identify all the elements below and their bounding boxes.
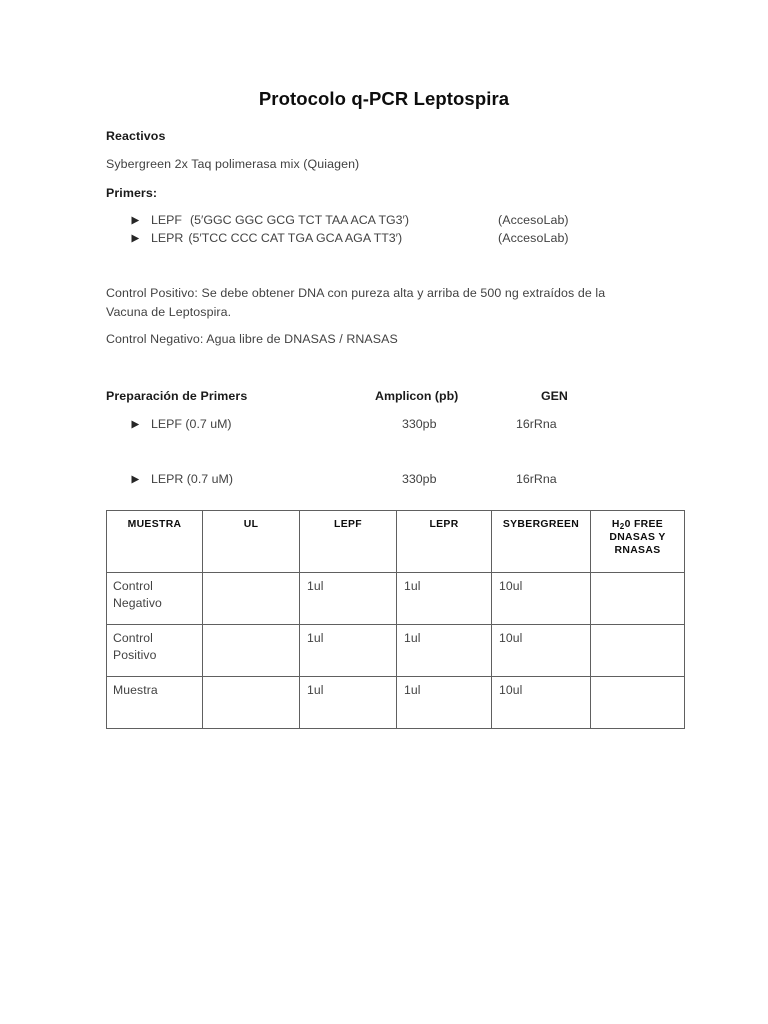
prep-row-lepf <box>131 417 232 431</box>
primer-vendor-lepf: (AccesoLab) <box>498 213 569 227</box>
cell-muestra <box>107 573 203 625</box>
cell-ul <box>203 625 300 677</box>
h2o-free-line3: RNASAS <box>614 545 661 556</box>
list-item-primer-lepr <box>131 231 402 245</box>
column-header-sybergreen: SYBERGREEN <box>492 511 591 573</box>
control-positivo-line2: Vacuna de Leptospira. <box>106 305 232 319</box>
column-header-h2o-free <box>591 511 685 573</box>
control-positivo-line1: Control Positivo: Se debe obtener DNA con pureza alta y arriba de 500 ng extraídos de la <box>106 286 606 300</box>
column-header-amplicon: Amplicon (pb) <box>375 389 459 403</box>
primer-sequence-lepr: (5′TCC CCC CAT TGA GCA AGA TT3′) <box>188 231 403 245</box>
cell-sybergreen: 10ul <box>492 677 591 729</box>
cell-lepr: 1ul <box>397 625 492 677</box>
cell-muestra-line2: Positivo <box>113 648 157 662</box>
cell-sybergreen: 10ul <box>492 625 591 677</box>
cell-muestra <box>107 677 203 729</box>
h2o-free-line2: DNASAS Y <box>609 532 666 543</box>
column-header-gen: GEN <box>541 389 568 403</box>
cell-ul <box>203 677 300 729</box>
primer-vendor-lepr: (AccesoLab) <box>498 231 569 245</box>
table-header <box>107 511 685 573</box>
section-heading-preparacion: Preparación de Primers <box>106 389 248 403</box>
prep-gen-lepf: 16rRna <box>516 417 557 431</box>
cell-sybergreen: 10ul <box>492 573 591 625</box>
cell-h2o <box>591 677 685 729</box>
prep-row-lepr <box>131 472 233 486</box>
cell-muestra-line2: Negativo <box>113 596 162 610</box>
primer-name-lepf: LEPF <box>151 213 182 227</box>
primer-name-lepr: LEPR <box>151 231 184 245</box>
prep-amplicon-lepf: 330pb <box>402 417 437 431</box>
h2o-free-word: FREE <box>633 519 664 530</box>
table-row <box>107 677 685 729</box>
arrow-bullet-icon <box>131 215 151 227</box>
table-header-row <box>107 511 685 573</box>
h2o-prefix: H <box>611 519 620 530</box>
column-header-lepf: LEPF <box>300 511 397 573</box>
arrow-bullet-icon <box>131 474 151 486</box>
cell-h2o <box>591 625 685 677</box>
cell-lepr: 1ul <box>397 677 492 729</box>
cell-muestra-line1: Muestra <box>113 683 158 697</box>
cell-muestra <box>107 625 203 677</box>
reactivos-line: Sybergreen 2x Taq polimerasa mix (Quiagen) <box>106 157 360 171</box>
h2o-subscript: 2 <box>619 522 625 531</box>
table-row <box>107 625 685 677</box>
prep-gen-lepr: 16rRna <box>516 472 557 486</box>
cell-lepf: 1ul <box>300 573 397 625</box>
h2o-free-line1 <box>591 518 684 531</box>
reaction-mix-table <box>106 510 685 729</box>
prep-primer-lepf: LEPF (0.7 uM) <box>151 417 232 431</box>
control-negativo-line: Control Negativo: Agua libre de DNASAS / RNASAS <box>106 332 398 346</box>
section-heading-reactivos: Reactivos <box>106 129 166 143</box>
cell-lepf: 1ul <box>300 677 397 729</box>
cell-muestra-line1: Control <box>113 579 153 593</box>
page-title: Protocolo q-PCR Leptospira <box>258 88 510 109</box>
section-heading-primers: Primers: <box>106 186 158 200</box>
column-header-muestra: MUESTRA <box>107 511 203 573</box>
cell-muestra-line1: Control <box>113 631 153 645</box>
cell-h2o <box>591 573 685 625</box>
prep-amplicon-lepr: 330pb <box>402 472 437 486</box>
list-item-primer-lepf <box>131 213 409 227</box>
column-header-lepr: LEPR <box>397 511 492 573</box>
h2o-suffix: 0 <box>624 519 631 530</box>
prep-primer-lepr: LEPR (0.7 uM) <box>151 472 233 486</box>
table-body <box>107 573 685 729</box>
column-header-ul: UL <box>203 511 300 573</box>
cell-lepr: 1ul <box>397 573 492 625</box>
cell-ul <box>203 573 300 625</box>
arrow-bullet-icon <box>131 233 151 245</box>
cell-lepf: 1ul <box>300 625 397 677</box>
arrow-bullet-icon <box>131 419 151 431</box>
primer-sequence-lepf: (5′GGC GGC GCG TCT TAA ACA TG3′) <box>190 213 410 227</box>
table-row <box>107 573 685 625</box>
